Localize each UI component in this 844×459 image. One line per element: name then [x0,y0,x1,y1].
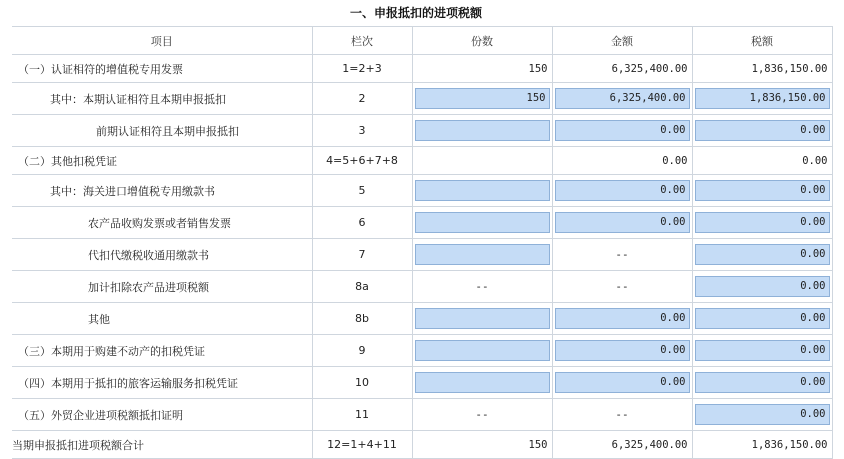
header-item: 项目 [12,27,312,55]
tax-input[interactable]: 1,836,150.00 [695,88,830,109]
table-row [12,335,832,367]
table-row [12,175,832,207]
row-amount: -- [552,399,692,431]
row-item: 其他 [12,303,312,335]
tax-input[interactable]: 0.00 [695,244,830,265]
row-count: 150 [412,55,552,83]
count-input[interactable] [415,340,550,361]
amount-input[interactable]: 0.00 [555,212,690,233]
table-row [12,303,832,335]
count-input[interactable] [415,120,550,141]
amount-input[interactable]: 0.00 [555,120,690,141]
row-item: （四）本期用于抵扣的旅客运输服务扣税凭证 [12,367,312,399]
count-input[interactable] [415,308,550,329]
table-row [12,239,832,271]
tax-input[interactable]: 0.00 [695,308,830,329]
row-item: 其中：海关进口增值税专用缴款书 [12,175,312,207]
tax-input[interactable]: 0.00 [695,212,830,233]
row-col: 6 [312,207,412,239]
row-col: 10 [312,367,412,399]
section-title: 一、申报抵扣的进项税额 [349,6,482,20]
total-row [12,431,832,459]
amount-input[interactable]: 0.00 [555,372,690,393]
row-tax: 1,836,150.00 [692,55,832,83]
row-count [412,147,552,175]
row-item: （三）本期用于购建不动产的扣税凭证 [12,335,312,367]
table-row [12,399,832,431]
row-item: 其中：本期认证相符且本期申报抵扣 [12,83,312,115]
row-item: 前期认证相符且本期申报抵扣 [12,115,312,147]
row-amount: 0.00 [552,147,692,175]
row-col: 12=1+4+11 [312,431,412,459]
tax-input[interactable]: 0.00 [695,340,830,361]
row-amount: 6,325,400.00 [552,55,692,83]
row-col: 7 [312,239,412,271]
tax-input[interactable]: 0.00 [695,276,830,297]
row-item: 代扣代缴税收通用缴款书 [12,239,312,271]
table-row [12,83,832,115]
row-col: 5 [312,175,412,207]
row-item: （二）其他扣税凭证 [12,147,312,175]
header-row [12,27,832,55]
tax-input[interactable]: 0.00 [695,404,830,425]
header-amount: 金额 [552,27,692,55]
table-row [12,147,832,175]
row-amount: -- [552,239,692,271]
row-amount: -- [552,271,692,303]
tax-input[interactable]: 0.00 [695,180,830,201]
row-amount: 6,325,400.00 [552,431,692,459]
amount-input[interactable]: 0.00 [555,180,690,201]
table-row [12,367,832,399]
row-count: -- [412,271,552,303]
row-col: 8a [312,271,412,303]
row-col: 9 [312,335,412,367]
row-tax: 0.00 [692,147,832,175]
count-input[interactable] [415,212,550,233]
row-col: 8b [312,303,412,335]
table-row [12,115,832,147]
row-count: -- [412,399,552,431]
count-input[interactable] [415,372,550,393]
table-row [12,207,832,239]
amount-input[interactable]: 0.00 [555,340,690,361]
row-tax: 1,836,150.00 [692,431,832,459]
table-row [12,271,832,303]
row-col: 4=5+6+7+8 [312,147,412,175]
count-input[interactable]: 150 [415,88,550,109]
tax-input[interactable]: 0.00 [695,120,830,141]
tax-input[interactable]: 0.00 [695,372,830,393]
header-count: 份数 [412,27,552,55]
count-input[interactable] [415,244,550,265]
row-col: 11 [312,399,412,431]
count-input[interactable] [415,180,550,201]
row-item: 当期申报抵扣进项税额合计 [12,431,312,459]
row-item: （五）外贸企业进项税额抵扣证明 [12,399,312,431]
input-tax-table [12,26,833,459]
header-col: 栏次 [312,27,412,55]
row-col: 3 [312,115,412,147]
amount-input[interactable]: 0.00 [555,308,690,329]
amount-input[interactable]: 6,325,400.00 [555,88,690,109]
row-item: 农产品收购发票或者销售发票 [12,207,312,239]
row-item: 加计扣除农产品进项税额 [12,271,312,303]
row-col: 1=2+3 [312,55,412,83]
row-col: 2 [312,83,412,115]
table-row [12,55,832,83]
row-item: （一）认证相符的增值税专用发票 [12,55,312,83]
row-count: 150 [412,431,552,459]
header-tax: 税额 [692,27,832,55]
